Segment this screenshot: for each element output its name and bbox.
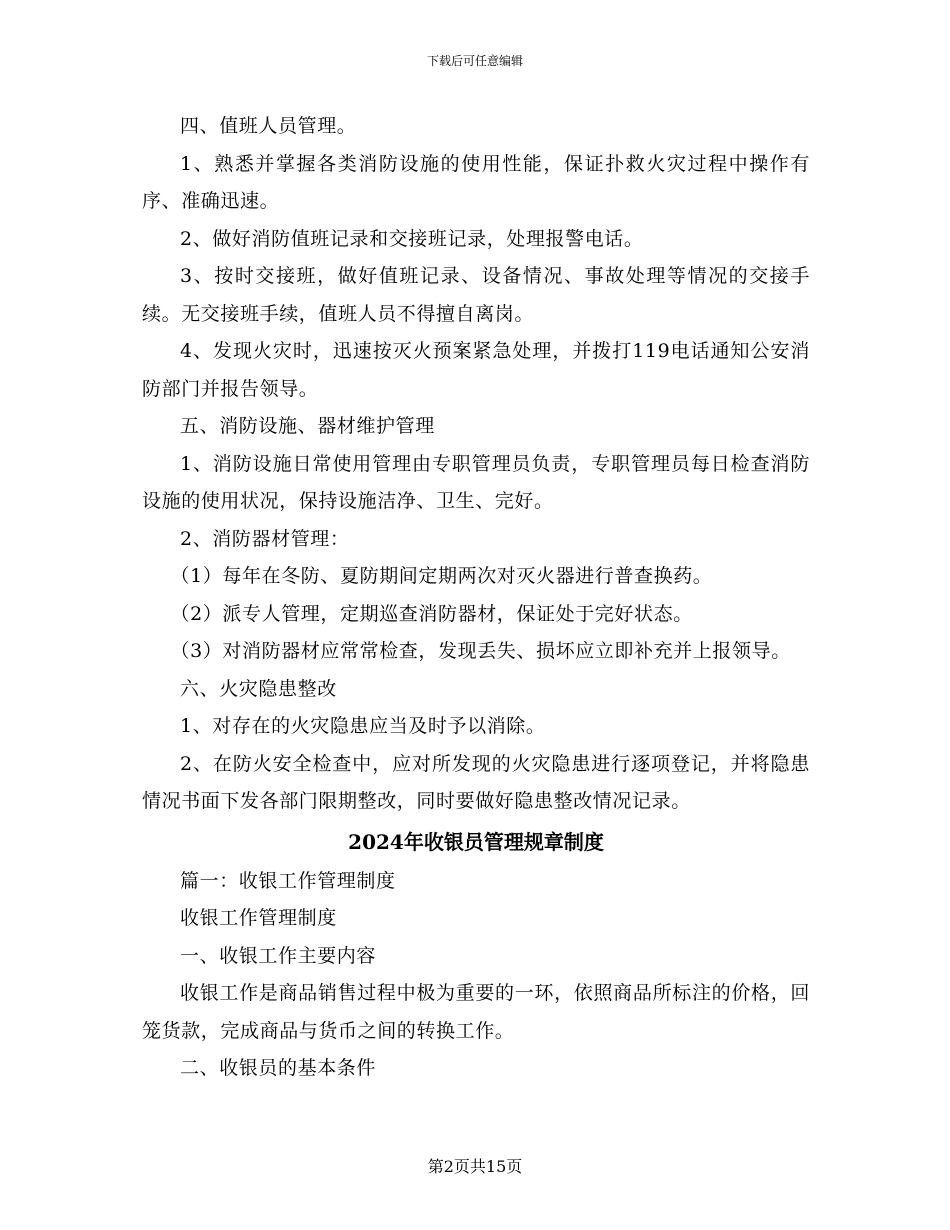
section-title: 2024年收银员管理规章制度	[348, 829, 604, 854]
list-item: （3）对消防器材应常常检查，发现丢失、损坏应立即补充并上报领导。	[170, 640, 791, 662]
paragraph: 收银工作管理制度	[180, 907, 337, 929]
list-item: （2）派专人管理，定期巡查消防器材，保证处于完好状态。	[170, 602, 693, 625]
paragraph: 4、发现火灾时，迅速按灭火预案紧急处理，并拨打119电话通知公安消防部门并报告领导。	[142, 340, 810, 400]
page-header: 下载后可任意编辑	[426, 54, 523, 68]
paragraph: 二、收银员的基本条件	[180, 1057, 377, 1079]
heading-equipment-maintenance: 五、消防设施、器材维护管理	[180, 415, 435, 437]
paragraph: 2、消防器材管理：	[180, 527, 350, 550]
paragraph: 1、熟悉并掌握各类消防设施的使用性能，保证扑救火灾过程中操作有序、准确迅速。	[142, 152, 810, 212]
page-number: 第2页共15页	[427, 1157, 523, 1176]
paragraph: 篇一：收银工作管理制度	[180, 869, 396, 892]
paragraph: 3、按时交接班，做好值班记录、设备情况、事故处理等情况的交接手续。无交接班手续，值班人员不得擅自离岗。	[142, 265, 810, 325]
heading-duty-staff: 四、值班人员管理。	[180, 115, 357, 137]
list-item: （1）每年在冬防、夏防期间定期两次对灭火器进行普查换药。	[170, 565, 713, 587]
document-body	[142, 108, 810, 1088]
paragraph: 1、对存在的火灾隐患应当及时予以消除。	[180, 715, 546, 737]
paragraph: 2、做好消防值班记录和交接班记录，处理报警电话。	[180, 227, 644, 250]
heading-hazard-rectification: 六、火灾隐患整改	[180, 677, 337, 700]
paragraph: 2、在防火安全检查中，应对所发现的火灾隐患进行逐项登记，并将隐患情况书面下发各部门限期整改，同时要做好隐患整改情况记录。	[142, 752, 810, 812]
paragraph: 收银工作是商品销售过程中极为重要的一环，依照商品所标注的价格，回笼货款，完成商品与货币之间的转换工作。	[142, 982, 810, 1042]
paragraph: 一、收银工作主要内容	[180, 944, 377, 967]
paragraph: 1、消防设施日常使用管理由专职管理员负责，专职管理员每日检查消防设施的使用状况，保持设施洁净、卫生、完好。	[142, 452, 810, 512]
